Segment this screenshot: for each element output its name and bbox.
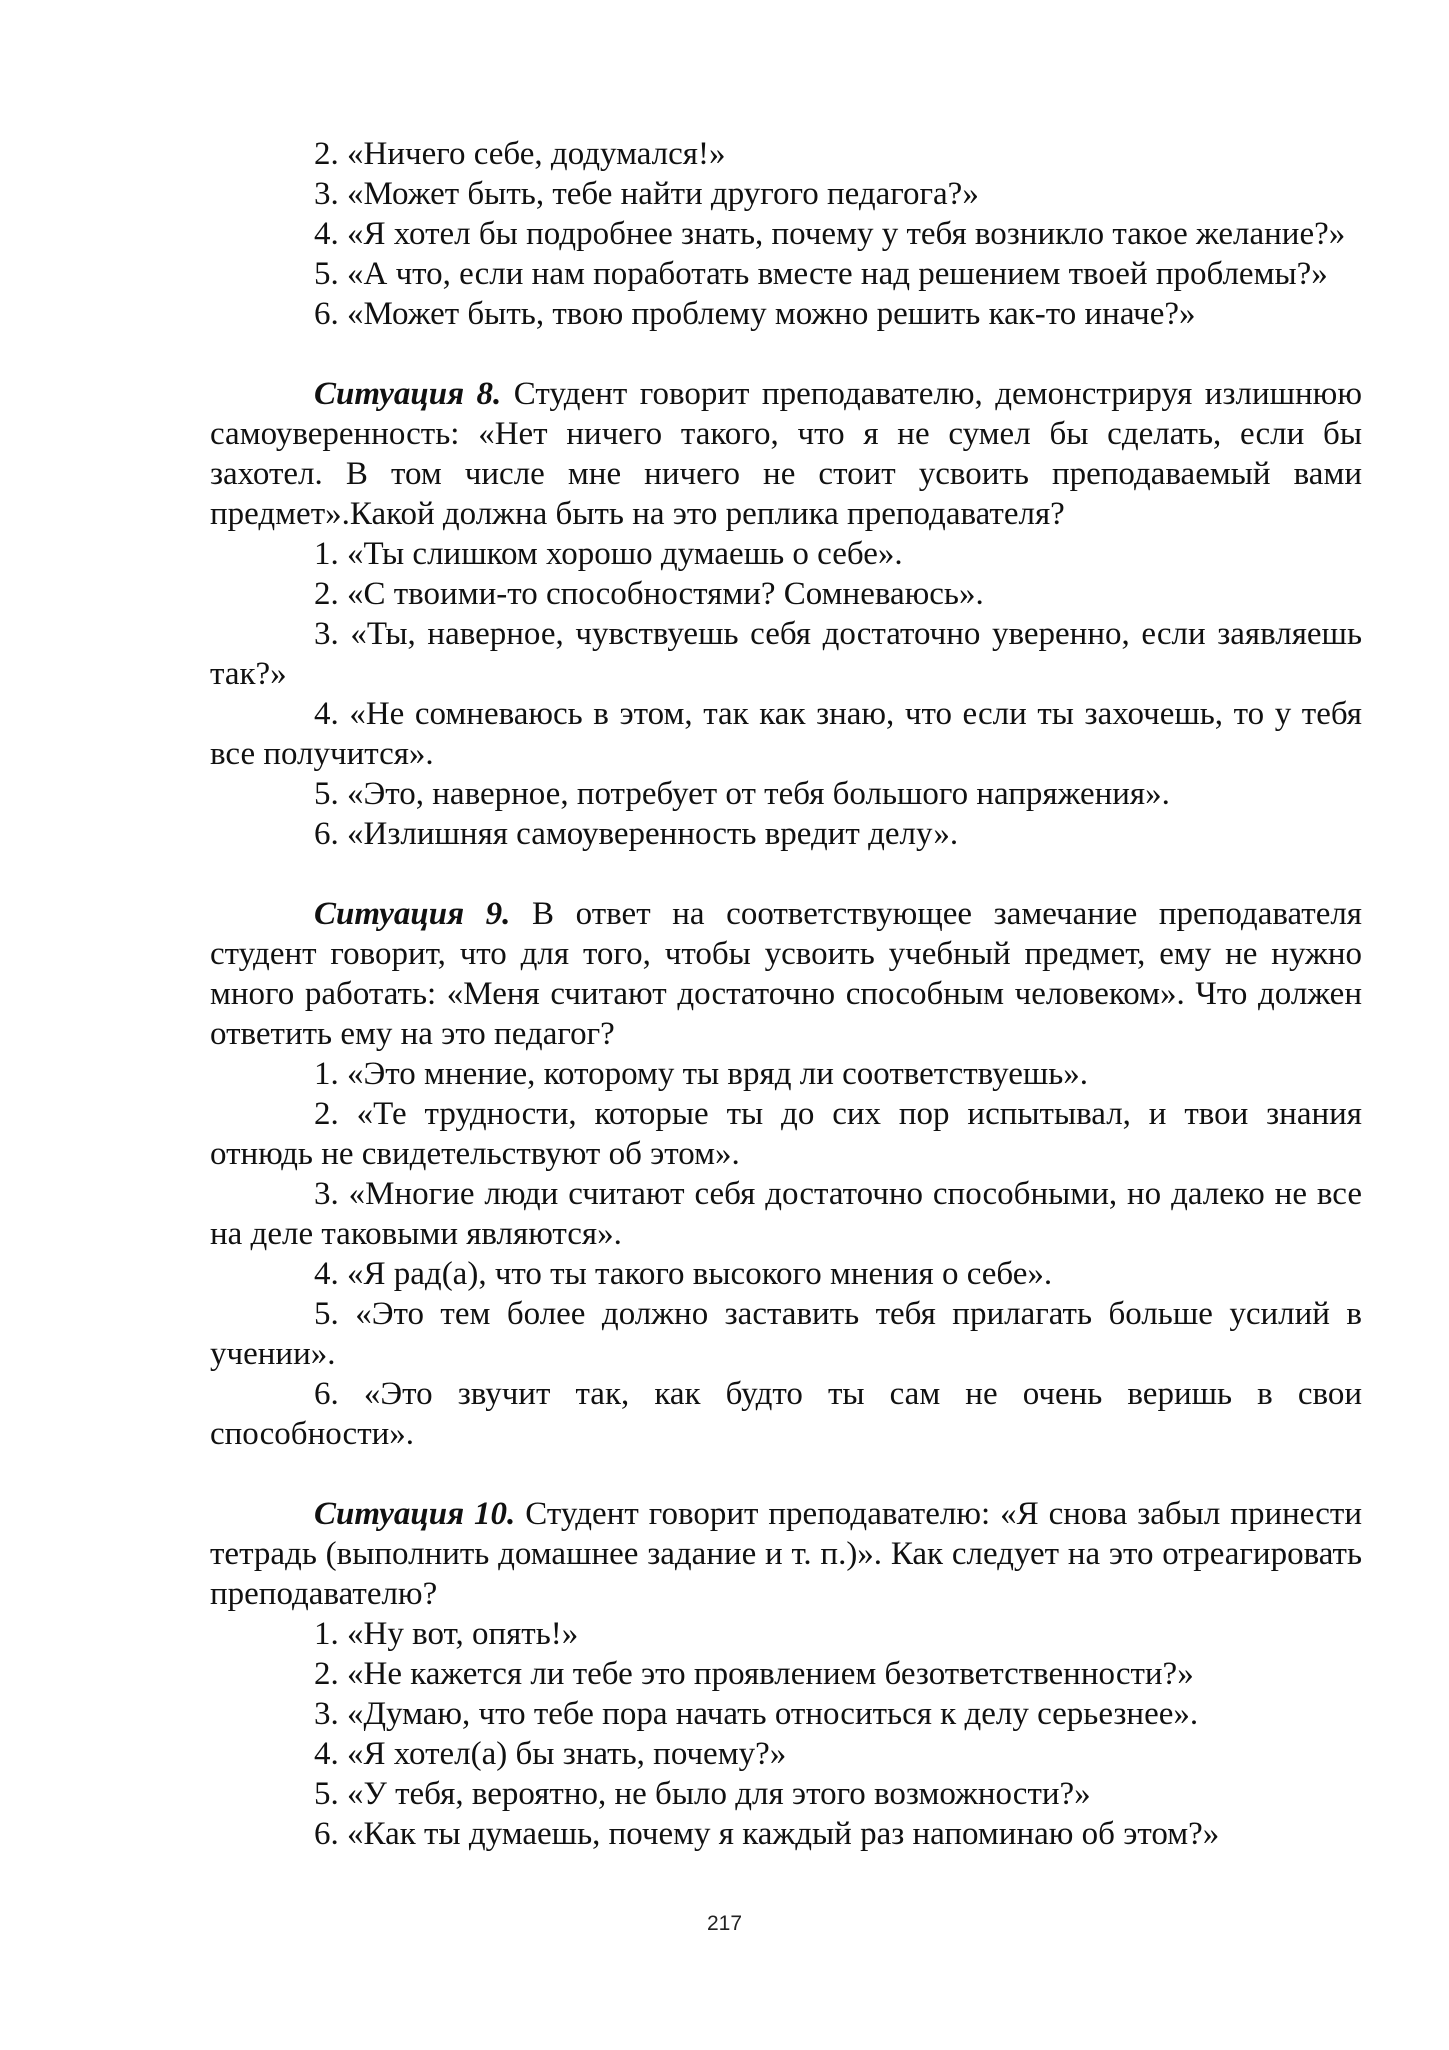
situation-intro [210, 894, 1362, 1054]
option-item: 1. «Это мнение, которому ты вряд ли соответствуешь». [314, 1056, 1089, 1092]
situation-text: Студент говорит преподавателю, демонстрируя излишнюю самоуверенность: «Нет ничего такого, что я не сумел бы сделать, если бы захотел. В том числе мне ничего не стоит усвоить преподаваемый вами предмет».Какой должна быть на это реплика преподавателя? [210, 376, 1362, 532]
situation-label: Ситуация 9. [314, 896, 511, 932]
option-item: 2. «Ничего себе, додумался!» [314, 136, 726, 172]
situation-label: Ситуация 8. [314, 376, 502, 412]
option-item: 5. «А что, если нам поработать вместе над решением твоей проблемы?» [314, 256, 1328, 292]
situation-intro [210, 374, 1362, 534]
option-item: 6. «Излишняя самоуверенность вредит делу». [314, 816, 959, 852]
option-item: 5. «Это тем более должно заставить тебя прилагать больше усилий в учении». [210, 1296, 1362, 1372]
continued-option-list [210, 134, 1362, 334]
option-item: 1. «Ты слишком хорошо думаешь о себе». [314, 536, 903, 572]
option-item: 3. «Может быть, тебе найти другого педагога?» [314, 176, 979, 212]
option-item: 3. «Многие люди считают себя достаточно способными, но далеко не все на деле таковыми являются». [210, 1176, 1362, 1252]
option-item: 3. «Ты, наверное, чувствуешь себя достаточно уверенно, если заявляешь так?» [210, 616, 1362, 692]
situation-8 [210, 374, 1362, 854]
option-item: 5. «У тебя, вероятно, не было для этого возможности?» [314, 1776, 1091, 1812]
option-item: 5. «Это, наверное, потребует от тебя большого напряжения». [314, 776, 1170, 812]
option-item: 6. «Может быть, твою проблему можно решить как-то иначе?» [314, 296, 1196, 332]
option-item: 4. «Я рад(а), что ты такого высокого мнения о себе». [314, 1256, 1053, 1292]
situation-10 [210, 1494, 1362, 1854]
option-item: 6. «Это звучит так, как будто ты сам не очень веришь в свои способности». [210, 1376, 1362, 1452]
option-item: 2. «С твоими-то способностями? Сомневаюсь». [314, 576, 984, 612]
option-item: 1. «Ну вот, опять!» [314, 1616, 579, 1652]
option-item: 4. «Я хотел(а) бы знать, почему?» [314, 1736, 787, 1772]
option-item: 4. «Я хотел бы подробнее знать, почему у тебя возникло такое желание?» [314, 216, 1346, 252]
page-number: 217 [706, 1912, 743, 1935]
option-item: 4. «Не сомневаюсь в этом, так как знаю, что если ты захочешь, то у тебя все получится». [210, 696, 1362, 772]
page-body [210, 134, 1362, 1854]
situation-9 [210, 894, 1362, 1454]
option-item: 3. «Думаю, что тебе пора начать относиться к делу серьезнее». [314, 1696, 1199, 1732]
option-item: 6. «Как ты думаешь, почему я каждый раз напоминаю об этом?» [314, 1816, 1220, 1852]
situation-text: В ответ на соответствующее замечание преподавателя студент говорит, что для того, чтобы усвоить учебный предмет, ему не нужно много работать: «Меня считают достаточно способным человеком». Что должен ответить ему на это педагог? [210, 896, 1362, 1052]
situation-text: Студент говорит преподавателю: «Я снова забыл принести тетрадь (выполнить домашнее задание и т. п.)». Как следует на это отреагировать преподавателю? [210, 1496, 1362, 1612]
situation-label: Ситуация 10. [314, 1496, 516, 1532]
option-item: 2. «Те трудности, которые ты до сих пор испытывал, и твои знания отнюдь не свидетельствуют об этом». [210, 1096, 1362, 1172]
situation-intro [210, 1494, 1362, 1614]
option-item: 2. «Не кажется ли тебе это проявлением безответственности?» [314, 1656, 1194, 1692]
